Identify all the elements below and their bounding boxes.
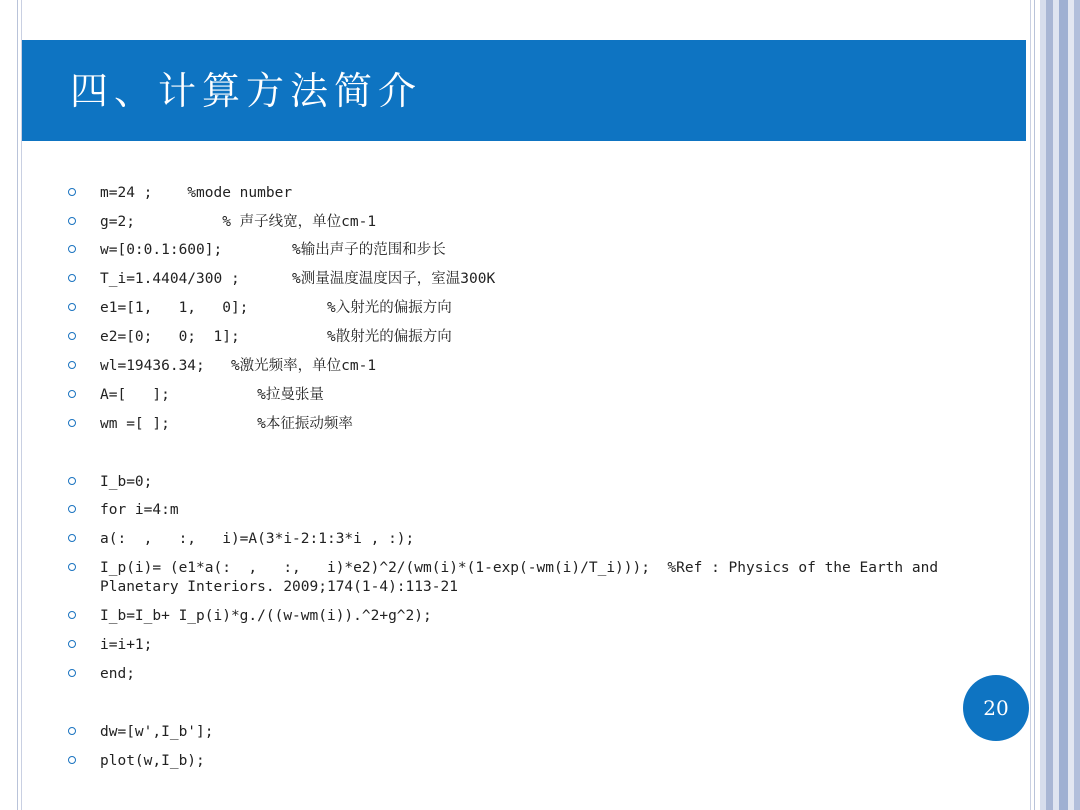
code-line: I_p(i)= (e1*a(: , :, i)*e2)^2/(wm(i)*(1-exp(-wm(i)/T_i))); %Ref : Physics of the Earth and <box>100 560 939 576</box>
bullet-icon <box>68 419 76 427</box>
code-line: plot(w,I_b); <box>100 753 205 769</box>
code-line: T_i=1.4404/300 ; %测量温度温度因子，室温300K <box>100 271 496 287</box>
code-line: g=2; % 声子线宽，单位cm-1 <box>100 214 377 230</box>
code-line: i=i+1; <box>100 637 153 653</box>
code-line: e1=[1, 1, 0]; %入射光的偏振方向 <box>100 300 452 316</box>
slide-title: 四、计算方法简介 <box>70 69 423 113</box>
bullet-icon <box>68 505 76 513</box>
code-line: wm =[ ]; %本征振动频率 <box>100 416 353 432</box>
code-line: for i=4:m <box>100 502 179 518</box>
code-line: end; <box>100 666 135 682</box>
code-line: dw=[w',I_b']; <box>100 724 214 740</box>
bullet-icon <box>68 534 76 542</box>
code-line: I_b=0; <box>100 474 153 490</box>
bullet-icon <box>68 274 76 282</box>
bullet-icon <box>68 217 76 225</box>
code-line: m=24 ; %mode number <box>100 185 293 201</box>
bullet-icon <box>68 477 76 485</box>
bullet-icon <box>68 245 76 253</box>
code-line-continuation: Planetary Interiors. 2009;174(1‐4):113-21 <box>100 579 458 595</box>
bullet-icon <box>68 303 76 311</box>
bullet-icon <box>68 332 76 340</box>
bullet-icon <box>68 640 76 648</box>
bullet-icon <box>68 361 76 369</box>
code-line: wl=19436.34; %激光频率，单位cm-1 <box>100 358 377 374</box>
bullet-icon <box>68 727 76 735</box>
bullet-icon <box>68 756 76 764</box>
bullet-icon <box>68 611 76 619</box>
bullet-icon <box>68 188 76 196</box>
bullet-icon <box>68 669 76 677</box>
code-line: A=[ ]; %拉曼张量 <box>100 387 324 403</box>
page-number-badge: 20 <box>963 675 1029 741</box>
bullet-icon <box>68 563 76 571</box>
bullet-icon <box>68 390 76 398</box>
code-line: a(: , :, i)=A(3*i-2:1:3*i , :); <box>100 531 415 547</box>
code-line: w=[0:0.1:600]; %输出声子的范围和步长 <box>100 242 446 258</box>
code-line: e2=[0; 0; 1]; %散射光的偏振方向 <box>100 329 452 345</box>
code-line: I_b=I_b+ I_p(i)*g./((w-wm(i)).^2+g^2); <box>100 608 432 624</box>
